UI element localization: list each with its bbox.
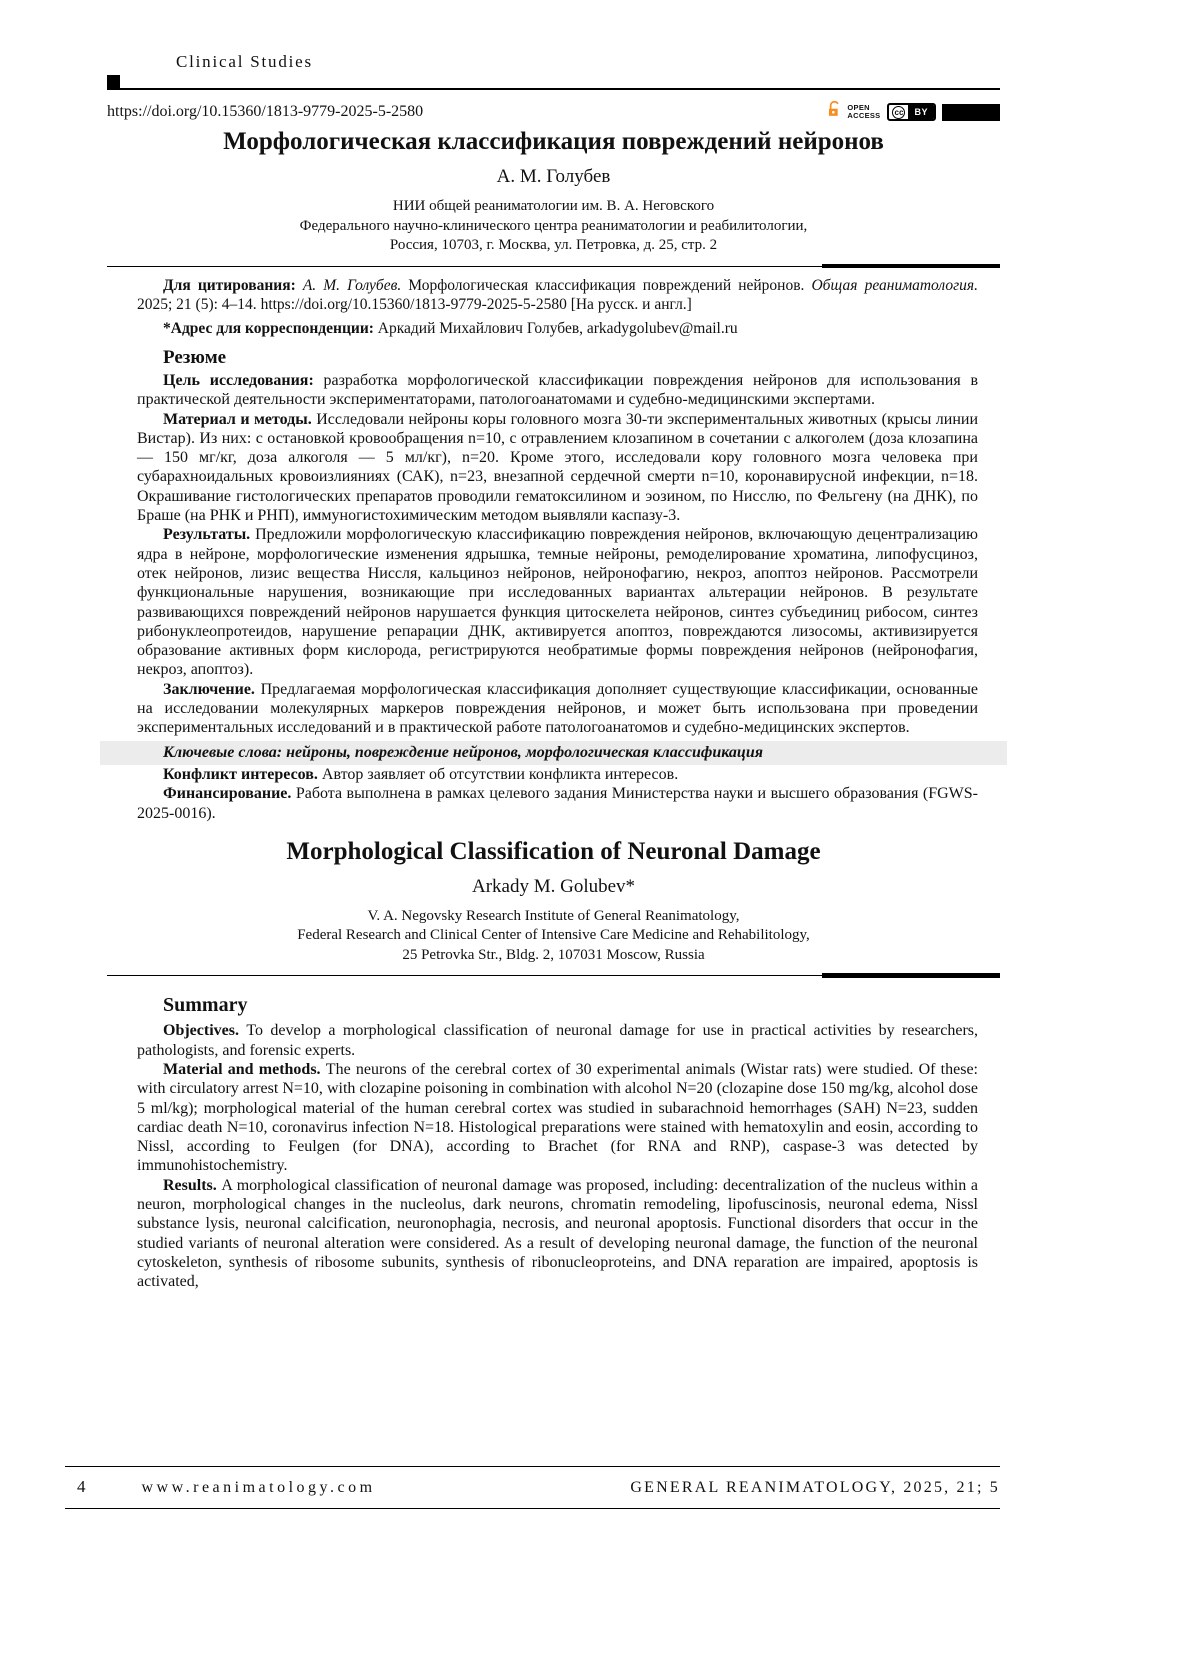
cc-by-label: BY: [908, 103, 934, 121]
affiliation-ru-line-1: НИИ общей реаниматологии им. В. А. Неговского: [392, 198, 715, 214]
page-number: 4: [77, 1477, 86, 1496]
open-access-lock-icon: [825, 100, 844, 124]
paragraph-label: Заключение.: [163, 680, 261, 698]
footer-row: [65, 1467, 1000, 1508]
paragraph-label: Material and methods.: [163, 1060, 326, 1078]
paragraph-text: Автор заявляет об отсутствии конфликта интересов.: [321, 765, 679, 783]
divider-thick-segment: [822, 973, 1000, 978]
journal-reference: GENERAL REANIMATOLOGY, 2025, 21; 5: [630, 1479, 1000, 1496]
author-en: Arkady M. Golubev*: [471, 875, 636, 897]
affiliation-en-line-3: 25 Petrovka Str., Bldg. 2, 107031 Moscow, Russia: [402, 946, 705, 963]
footer-divider-bottom: [65, 1508, 1000, 1509]
section-label: Clinical Studies: [176, 52, 313, 71]
paragraph-label: Результаты.: [163, 526, 256, 544]
summary-heading-ru: Резюме: [163, 347, 227, 368]
citation-doi-link[interactable]: https://doi.org/10.15360/1813-9779-2025-5-2580: [260, 296, 567, 313]
abstract-en-methods: [137, 1060, 978, 1176]
divider-thick-segment: [822, 264, 1000, 269]
abstract-en-results: [137, 1176, 978, 1292]
abstract-ru-methods: [137, 410, 978, 526]
page-footer: [65, 1466, 1000, 1509]
paragraph-label: Results.: [163, 1176, 222, 1194]
citation-journal: Общая реаниматология.: [811, 276, 978, 294]
article: [107, 128, 1000, 1291]
paragraph-text: Работа выполнена в рамках целевого задания Министерства науки и высшего образования (FGWS-2025-0016).: [137, 785, 978, 822]
abstract-ru-objectives: [137, 371, 978, 410]
funding-statement: [137, 784, 978, 823]
affiliation-en: [107, 907, 1000, 966]
doi-link[interactable]: https://doi.org/10.15360/1813-9779-2025-5-2580: [107, 103, 424, 120]
doi-row: [107, 100, 1000, 124]
cc-by-badge: [887, 103, 936, 121]
correspondence-label: *Адрес для корреспонденции:: [163, 319, 378, 337]
citation-block: [137, 276, 978, 315]
keywords-label: Ключевые слова:: [163, 743, 287, 761]
author-ru: А. М. Голубев: [496, 166, 611, 187]
paragraph-text: To develop a morphological classification of neuronal damage for use in practical activities by researchers, pathologists, and forensic experts.: [137, 1022, 978, 1059]
header-divider: [107, 88, 1000, 90]
citation-issue: 2025; 21 (5): 4–14.: [137, 296, 261, 313]
keywords-text: нейроны, повреждение нейронов, морфологическая классификация: [286, 743, 763, 761]
header-square-marker: [107, 75, 120, 88]
paragraph-text: A morphological classification of neuronal damage was proposed, including: decentralization of the nucleus within a neuron, morphological changes in the nucleolus, dark neurons, chromatin remodeling, lipofuscinosis, neuronal edema, Nissl substance lysis, neuronal calcification, neuronophagia, necrosis, and neuronal apoptosis. Functional disorders that occur in the studied variants of neuronal alteration were considered. As a result of developing neuronal damage, the function of the neuronal cytoskeleton, synthesis of ribosome subunits, synthesis of ribonucleoproteins, and DNA reparation are impaired, apoptosis is activated,: [137, 1176, 979, 1291]
paragraph-label: Конфликт интересов.: [163, 765, 322, 783]
declarations-ru: [137, 765, 978, 823]
correspondence-block: [137, 319, 978, 339]
keywords-ru: [100, 741, 1007, 765]
conflict-of-interest: [137, 765, 978, 784]
paragraph-label: Материал и методы.: [163, 410, 317, 428]
site-url[interactable]: www.reanimatology.com: [141, 1479, 376, 1496]
affiliation-ru: [107, 197, 1000, 256]
affiliation-en-line-2: Federal Research and Clinical Center of Intensive Care Medicine and Rehabilitology,: [297, 927, 810, 944]
paragraph-label: Финансирование.: [163, 785, 296, 803]
affiliation-ru-line-3: Россия, 10703, г. Москва, ул. Петровка, д. 25, стр. 2: [389, 237, 718, 253]
cc-icon: cc: [892, 106, 905, 119]
page-title-ru: Морфологическая классификация повреждений нейронов: [223, 128, 884, 155]
paragraph-text: Исследовали нейроны коры головного мозга 30-ти экспериментальных животных (крысы линии Вистар). Из них: с остановкой кровообращения n=10, с отравлением клозапином в сочетании с алкоголем (доза клозапина — 150 мг/кг, доза алкоголя — 5 мл/кг), n=20. Кроме этого, исследовали кору головного мозга человека при субарахноидальных кровоизлияниях (САК), n=23, внезапной сердечной смерти n=10, коронавирусной инфекции, n=18. Окрашивание гистологических препаратов проводили гематоксилином и эозином, по Нисслю, по Фельгену (на ДНК), по Браше (на РНК и РНП), иммуногистохимическим методом выявляли каспазу-3.: [137, 410, 979, 525]
citation-label: Для цитирования:: [163, 276, 303, 294]
paragraph-label: Цель исследования:: [163, 372, 324, 389]
citation-langs: [На русск. и англ.]: [566, 296, 692, 313]
paragraph-text: The neurons of the cerebral cortex of 30 experimental animals (Wistar rats) were studied. Of these: with circulatory arrest N=10, with clozapine poisoning in combination with alcohol N=20 (clozapine dose 150 mg/kg, alcohol dose 5 ml/kg); morphological material of the human cerebral cortex was studied in subarachnoid hemorrhages (SAH) N=23, sudden cardiac death N=10, coronavirus infection N=18. Histological preparations were stained with hematoxylin and eosin, according to Nissl, according to Feulgen (for DNA), according to Brachet (for RNA and RNP), caspase-3 was detected by immunohistochemistry.: [137, 1060, 978, 1175]
section-divider: [107, 266, 1000, 272]
affiliation-ru-line-2: Федерального научно-клинического центра реаниматологии и реабилитологии,: [299, 217, 808, 234]
affiliation-en-line-1: V. A. Negovsky Research Institute of General Reanimatology,: [367, 907, 740, 924]
header-black-bar: [942, 104, 1000, 121]
paragraph-label: Objectives.: [163, 1022, 247, 1040]
section-divider: [107, 975, 1000, 981]
abstract-ru-conclusion: [137, 680, 978, 738]
correspondence-email[interactable]: arkadygolubev@mail.ru: [586, 319, 738, 337]
paragraph-text: разработка морфологической классификации повреждения нейронов для использования в практической деятельности экспериментаторами, патологоанатомами и судебно-медицинскими экспертами.: [137, 372, 978, 409]
abstract-ru-results: [137, 525, 978, 679]
open-access-badge: [825, 100, 880, 124]
citation-title: Морфологическая классификация повреждений нейронов.: [408, 276, 812, 294]
summary-heading-en: Summary: [163, 994, 248, 1017]
citation-author: А. М. Голубев.: [302, 276, 409, 294]
open-access-label: OPEN ACCESS: [847, 103, 881, 120]
paragraph-text: Предложили морфологическую классификацию повреждения нейронов, включающую децентрализацию ядра в нейроне, морфологические изменения ядрышка, темные нейроны, ремоделирование хроматина, липофусциноз, отек нейронов, лизис вещества Ниссля, кальциноз нейронов, нейронофагию, некроз, апоптоз нейронов. Рассмотрели функциональные нарушения, возникающие при исследованных вариантах альтерации нейронов. В результате развивающихся повреждений нейронов нарушается функция цитоскелета нейронов, синтез субъединиц рибосом, синтез рибонуклеопротеидов, нарушение репарации ДНК, активируется апоптоз, повреждаются лизосомы, активизируется образование активных форм кислорода, регистрируются необратимые формы повреждения нейронов (нейронофагия, некроз, апоптоз).: [137, 526, 978, 679]
paragraph-text: Предлагаемая морфологическая классификация дополняет существующие классификации, основанные на исследовании молекулярных маркеров повреждения нейронов, и может быть использована при проведении экспериментальных исследований и в практической работе патологоанатомов и судебно-медицинских экспертов.: [137, 680, 979, 737]
abstract-ru: [137, 371, 978, 738]
page-title-en: Morphological Classification of Neuronal Damage: [286, 837, 821, 865]
abstract-en: [137, 1021, 978, 1291]
correspondence-name: Аркадий Михайлович Голубев,: [377, 319, 587, 337]
abstract-en-objectives: [137, 1021, 978, 1060]
